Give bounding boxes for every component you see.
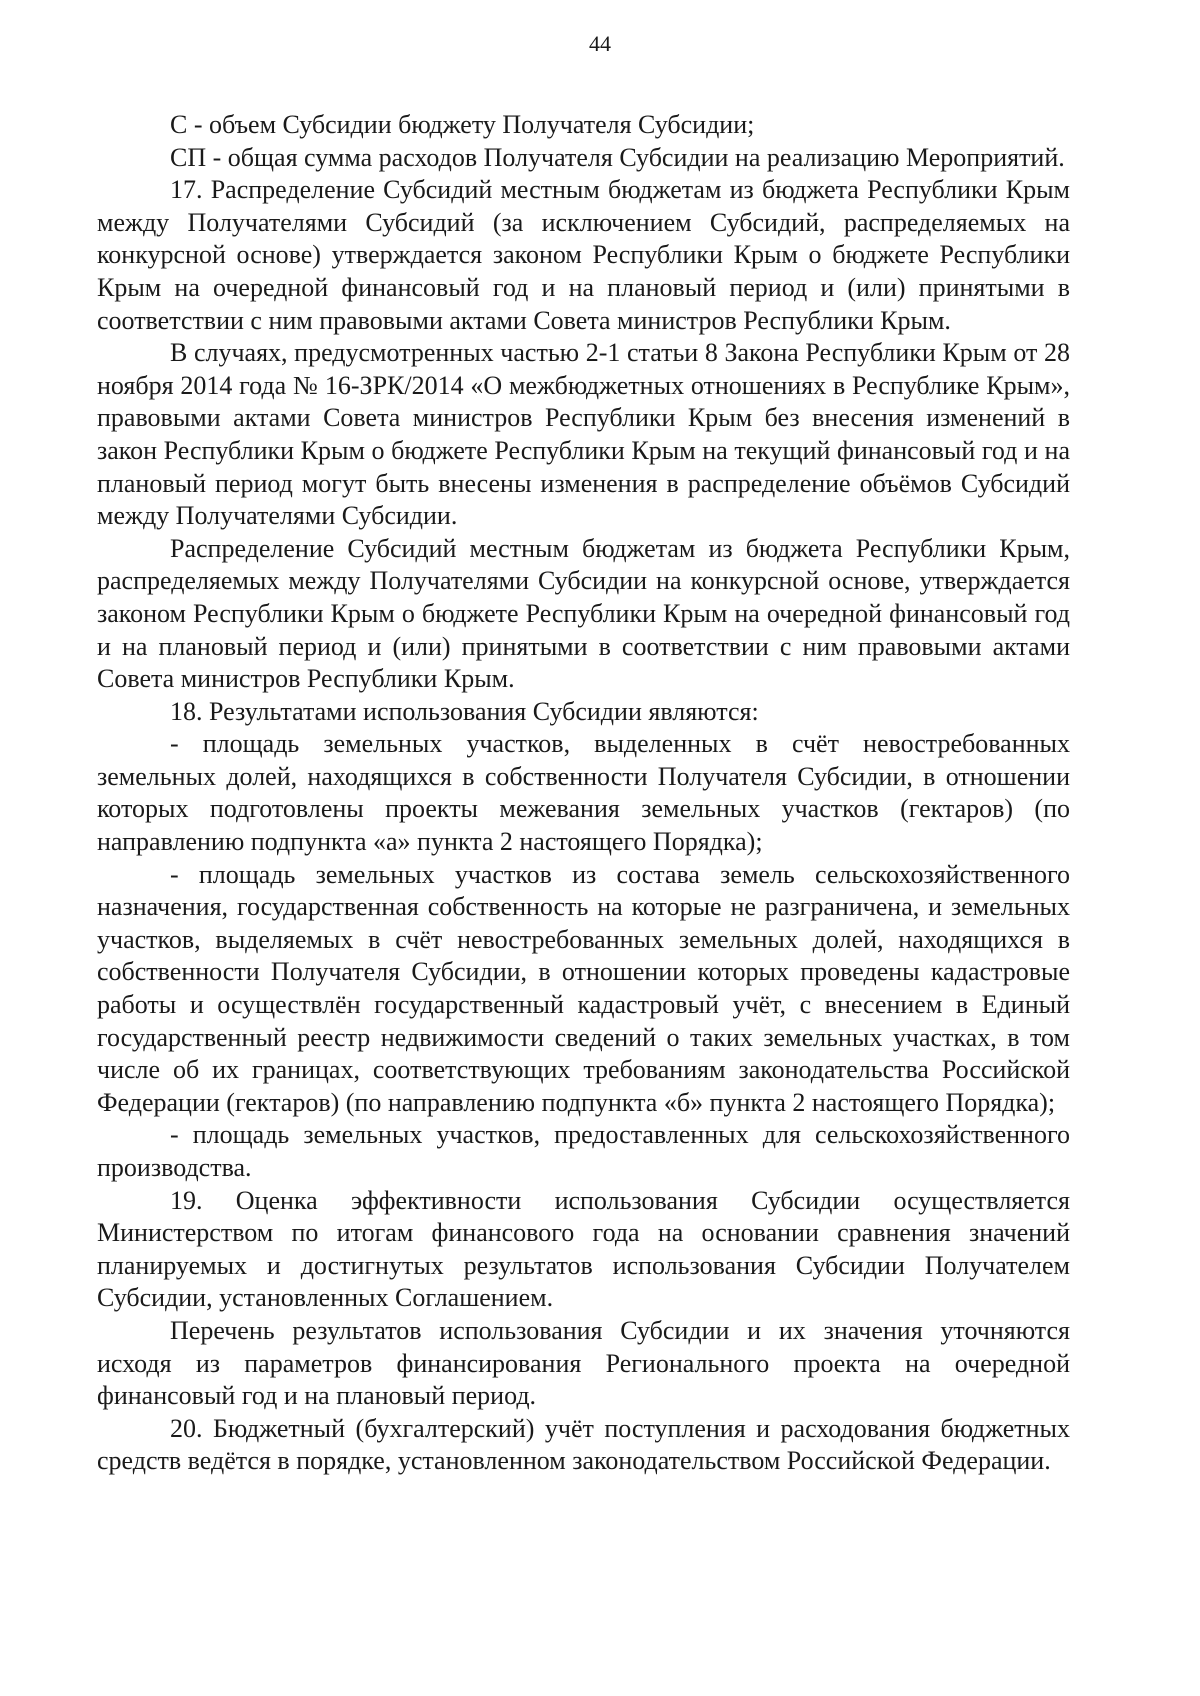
list-item-result-b: - площадь земельных участков из состава земель сельскохозяйственного назначения, государственная собственность на которые не разграничена, и земельных участков, выделяемых в счёт невостребованных земельных долей, находящихся в собственности Получателя Субсидии, в отношении которых проведены кадастровые работы и осуществлён государственный кадастровый учёт, с внесением в Единый государственный реестр недвижимости сведений о таких земельных участках, в том числе об их границах, соответствующих требованиям законодательства Российской Федерации (гектаров) (по направлению подпункта «б» пункта 2 настоящего Порядка); [97, 859, 1070, 1117]
page-number: 44 [589, 31, 611, 56]
paragraph-17-cases: В случаях, предусмотренных частью 2-1 статьи 8 Закона Республики Крым от 28 ноября 2014 года № 16-ЗРК/2014 «О межбюджетных отношениях в Республике Крым», правовыми актами Совета министров Республики Крым без внесения изменений в закон Республики Крым о бюджете Республики Крым на текущий финансовый год и на плановый период могут быть внесены изменения в распределение объёмов Субсидий между Получателями Субсидии. [97, 338, 1070, 531]
paragraph-19-evaluation: 19. Оценка эффективности использования Субсидии осуществляется Министерством по итогам финансового года на основании сравнения значений планируемых и достигнутых результатов использования Субсидии Получателем Субсидии, установленных Соглашением. [97, 1185, 1070, 1313]
list-item-result-a: - площадь земельных участков, выделенных в счёт невостребованных земельных долей, находящихся в собственности Получателя Субсидии, в отношении которых подготовлены проекты межевания земельных участков (гектаров) (по направлению подпункта «а» пункта 2 настоящего Порядка); [97, 729, 1070, 857]
paragraph-20-accounting: 20. Бюджетный (бухгалтерский) учёт поступления и расходования бюджетных средств ведётся в порядке, установленном законодательством Российской Федерации. [97, 1413, 1070, 1476]
paragraph-17-distribution: 17. Распределение Субсидий местным бюджетам из бюджета Республики Крым между Получателями Субсидий (за исключением Субсидий, распределяемых на конкурсной основе) утверждается законом Республики Крым о бюджете Республики Крым на очередной финансовый год и на плановый период и (или) принятыми в соответствии с ним правовыми актами Совета министров Республики Крым. [97, 175, 1070, 335]
paragraph-17-competitive: Распределение Субсидий местным бюджетам из бюджета Республики Крым, распределяемых между Получателями Субсидии на конкурсной основе, утверждается законом Республики Крым о бюджете Республики Крым на очередной финансовый год и на плановый период и (или) принятыми в соответствии с ним правовыми актами Совета министров Республики Крым. [97, 533, 1070, 694]
paragraph-subsidy-volume: С - объем Субсидии бюджету Получателя Субсидии; [170, 110, 755, 139]
document-body [97, 109, 1070, 1478]
list-item-result-c: - площадь земельных участков, предоставленных для сельскохозяйственного производства. [97, 1120, 1070, 1182]
paragraph-18-results: 18. Результатами использования Субсидии являются: [170, 696, 759, 726]
paragraph-19-results-list: Перечень результатов использования Субсидии и их значения уточняются исходя из параметров финансирования Регионального проекта на очередной финансовый год и на плановый период. [97, 1315, 1070, 1411]
paragraph-total-expenses: СП - общая сумма расходов Получателя Субсидии на реализацию Мероприятий. [170, 142, 1065, 172]
